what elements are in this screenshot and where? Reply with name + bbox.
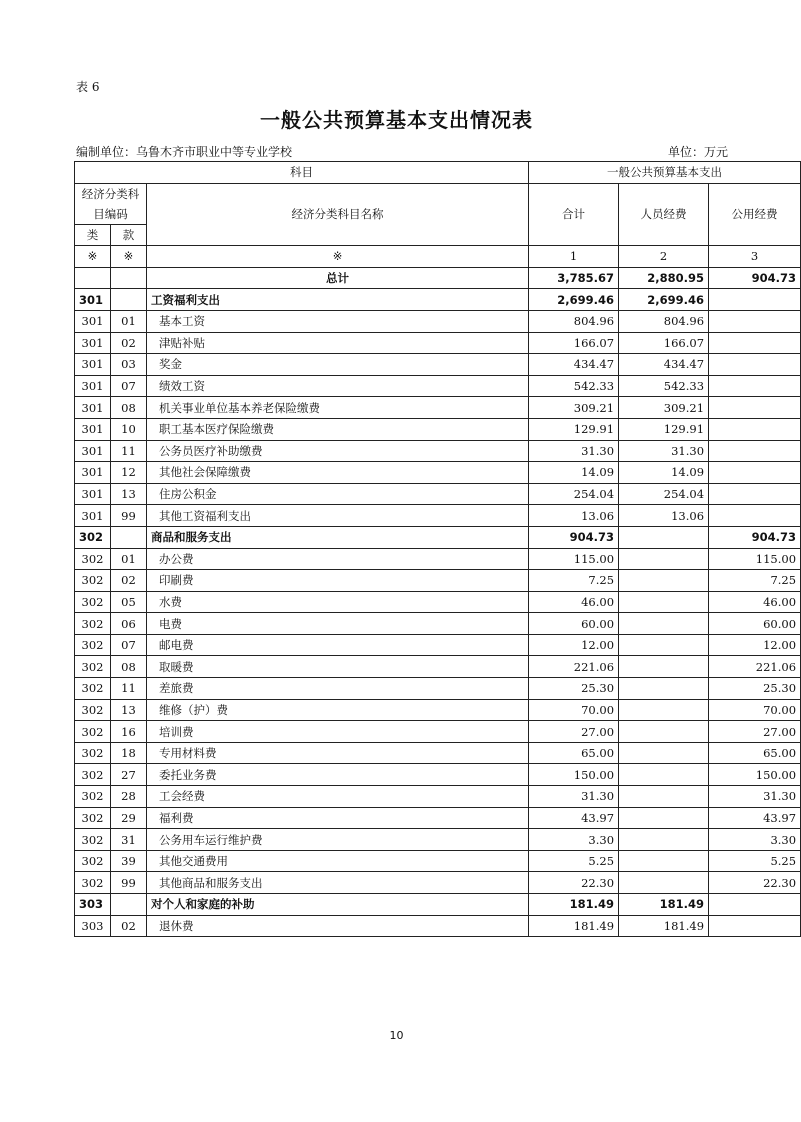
row-class-code: 301 — [75, 397, 111, 419]
row-subject-name: 其他交通费用 — [147, 850, 529, 872]
row-personnel: 129.91 — [619, 418, 709, 440]
table-row — [75, 505, 801, 527]
table-row — [75, 721, 801, 743]
row-item-code: 28 — [111, 786, 147, 808]
row-public: 150.00 — [709, 764, 801, 786]
row-class-code: 302 — [75, 613, 111, 635]
row-total: 115.00 — [529, 548, 619, 570]
row-item-code: 11 — [111, 440, 147, 462]
row-personnel — [619, 570, 709, 592]
row-total: 221.06 — [529, 656, 619, 678]
row-subject-name: 水费 — [147, 591, 529, 613]
row-item-code: 13 — [111, 699, 147, 721]
row-class-code: 302 — [75, 850, 111, 872]
row-subject-name: 其他工资福利支出 — [147, 505, 529, 527]
row-personnel — [619, 807, 709, 829]
row-subject-name: 基本工资 — [147, 310, 529, 332]
row-subject-name: 培训费 — [147, 721, 529, 743]
row-personnel — [619, 764, 709, 786]
row-class-code: 301 — [75, 332, 111, 354]
row-class-code: 301 — [75, 375, 111, 397]
row-subject-name: 公务员医疗补助缴费 — [147, 440, 529, 462]
row-item-code: 03 — [111, 354, 147, 376]
row-class-code: 301 — [75, 354, 111, 376]
row-total: 542.33 — [529, 375, 619, 397]
col-number-2: 2 — [619, 246, 709, 268]
table-row — [75, 699, 801, 721]
table-row — [75, 656, 801, 678]
table-label: 表 6 — [76, 80, 100, 94]
row-public: 31.30 — [709, 786, 801, 808]
row-item-code: 16 — [111, 721, 147, 743]
table-row — [75, 375, 801, 397]
row-public — [709, 418, 801, 440]
row-subject-name: 电费 — [147, 613, 529, 635]
table-row — [75, 289, 801, 311]
row-subject-name: 办公费 — [147, 548, 529, 570]
table-row — [75, 829, 801, 851]
row-class-code: 301 — [75, 418, 111, 440]
row-subject-name: 其他商品和服务支出 — [147, 872, 529, 894]
row-subject-name: 住房公积金 — [147, 483, 529, 505]
row-item-code — [111, 894, 147, 916]
table-row — [75, 634, 801, 656]
row-public — [709, 332, 801, 354]
table-row — [75, 591, 801, 613]
row-public — [709, 915, 801, 937]
row-total: 7.25 — [529, 570, 619, 592]
row-item-code — [111, 289, 147, 311]
row-personnel: 14.09 — [619, 462, 709, 484]
row-item-code: 99 — [111, 872, 147, 894]
compiler-unit: 编制单位：乌鲁木齐市职业中等专业学校 — [76, 145, 293, 159]
row-personnel: 181.49 — [619, 894, 709, 916]
row-item-code: 01 — [111, 310, 147, 332]
row-personnel: 13.06 — [619, 505, 709, 527]
row-subject-name: 印刷费 — [147, 570, 529, 592]
row-subject-name: 奖金 — [147, 354, 529, 376]
table-row — [75, 332, 801, 354]
row-personnel: 181.49 — [619, 915, 709, 937]
row-class-code: 302 — [75, 570, 111, 592]
header-total: 合计 — [529, 183, 619, 246]
row-item-code: 01 — [111, 548, 147, 570]
row-item-code: 06 — [111, 613, 147, 635]
row-public — [709, 310, 801, 332]
row-class-code: 302 — [75, 872, 111, 894]
row-total: 31.30 — [529, 440, 619, 462]
page-title: 一般公共预算基本支出情况表 — [260, 108, 533, 132]
row-subject-name: 其他社会保障缴费 — [147, 462, 529, 484]
row-item-code: 07 — [111, 375, 147, 397]
row-subject-name: 维修（护）费 — [147, 699, 529, 721]
row-personnel — [619, 548, 709, 570]
row-personnel: 254.04 — [619, 483, 709, 505]
row-total: 804.96 — [529, 310, 619, 332]
table-row — [75, 548, 801, 570]
row-subject-name: 对个人和家庭的补助 — [147, 894, 529, 916]
row-class-code: 302 — [75, 721, 111, 743]
row-total: 129.91 — [529, 418, 619, 440]
row-item-code: 11 — [111, 678, 147, 700]
row-personnel — [619, 850, 709, 872]
row-total: 14.09 — [529, 462, 619, 484]
row-total: 25.30 — [529, 678, 619, 700]
row-public: 43.97 — [709, 807, 801, 829]
table-row — [75, 354, 801, 376]
row-public: 221.06 — [709, 656, 801, 678]
table-row — [75, 397, 801, 419]
table-row — [75, 418, 801, 440]
header-item: 款 — [111, 224, 147, 246]
header-personnel: 人员经费 — [619, 183, 709, 246]
row-public: 25.30 — [709, 678, 801, 700]
row-total: 181.49 — [529, 915, 619, 937]
row-personnel — [619, 742, 709, 764]
row-class-code: 301 — [75, 440, 111, 462]
row-public: 27.00 — [709, 721, 801, 743]
row-public: 7.25 — [709, 570, 801, 592]
table-row — [75, 894, 801, 916]
row-personnel — [619, 613, 709, 635]
row-class-code: 301 — [75, 289, 111, 311]
row-class-code: 302 — [75, 829, 111, 851]
row-item-code: 10 — [111, 418, 147, 440]
table-row — [75, 570, 801, 592]
row-total: 166.07 — [529, 332, 619, 354]
row-item-code: 02 — [111, 332, 147, 354]
row-personnel — [619, 699, 709, 721]
row-public: 904.73 — [709, 526, 801, 548]
row-public — [709, 894, 801, 916]
row-class-code: 303 — [75, 894, 111, 916]
header-subject: 科目 — [75, 162, 529, 184]
row-class-code: 302 — [75, 742, 111, 764]
row-item-code — [111, 526, 147, 548]
row-subject-name: 公务用车运行维护费 — [147, 829, 529, 851]
row-class-code: 302 — [75, 678, 111, 700]
table-row — [75, 613, 801, 635]
row-total: 27.00 — [529, 721, 619, 743]
row-public: 3.30 — [709, 829, 801, 851]
row-public — [709, 462, 801, 484]
total-total: 3,785.67 — [529, 267, 619, 289]
total-public: 904.73 — [709, 267, 801, 289]
row-class-code: 301 — [75, 462, 111, 484]
header-expenditure: 一般公共预算基本支出 — [529, 162, 801, 184]
row-total: 31.30 — [529, 786, 619, 808]
row-personnel: 804.96 — [619, 310, 709, 332]
header-code-group: 经济分类科目编码 — [75, 183, 147, 224]
row-public: 12.00 — [709, 634, 801, 656]
table-row — [75, 872, 801, 894]
total-label: 总计 — [147, 267, 529, 289]
header-public: 公用经费 — [709, 183, 801, 246]
col-number-3: 3 — [709, 246, 801, 268]
row-item-code: 05 — [111, 591, 147, 613]
row-public: 115.00 — [709, 548, 801, 570]
row-item-code: 02 — [111, 570, 147, 592]
row-item-code: 27 — [111, 764, 147, 786]
row-total: 904.73 — [529, 526, 619, 548]
row-item-code: 13 — [111, 483, 147, 505]
row-total: 254.04 — [529, 483, 619, 505]
row-subject-name: 福利费 — [147, 807, 529, 829]
row-subject-name: 绩效工资 — [147, 375, 529, 397]
row-personnel — [619, 829, 709, 851]
row-personnel: 166.07 — [619, 332, 709, 354]
row-total: 60.00 — [529, 613, 619, 635]
row-personnel — [619, 721, 709, 743]
row-subject-name: 退休费 — [147, 915, 529, 937]
row-subject-name: 邮电费 — [147, 634, 529, 656]
row-personnel: 434.47 — [619, 354, 709, 376]
col-number-1: 1 — [529, 246, 619, 268]
row-total: 12.00 — [529, 634, 619, 656]
row-public: 5.25 — [709, 850, 801, 872]
row-item-code: 31 — [111, 829, 147, 851]
row-item-code: 02 — [111, 915, 147, 937]
row-subject-name: 职工基本医疗保险缴费 — [147, 418, 529, 440]
table-row — [75, 483, 801, 505]
row-total: 70.00 — [529, 699, 619, 721]
row-total: 65.00 — [529, 742, 619, 764]
row-item-code: 12 — [111, 462, 147, 484]
row-item-code: 08 — [111, 656, 147, 678]
row-class-code: 301 — [75, 310, 111, 332]
table-row — [75, 850, 801, 872]
row-personnel — [619, 786, 709, 808]
row-personnel — [619, 591, 709, 613]
row-subject-name: 工会经费 — [147, 786, 529, 808]
row-public — [709, 375, 801, 397]
currency-unit: 单位：万元 — [667, 145, 728, 159]
header-name: 经济分类科目名称 — [147, 183, 529, 246]
row-item-code: 39 — [111, 850, 147, 872]
row-subject-name: 机关事业单位基本养老保险缴费 — [147, 397, 529, 419]
table-row — [75, 440, 801, 462]
row-total: 181.49 — [529, 894, 619, 916]
row-subject-name: 工资福利支出 — [147, 289, 529, 311]
row-public — [709, 483, 801, 505]
table-row — [75, 742, 801, 764]
table-row — [75, 915, 801, 937]
row-public: 22.30 — [709, 872, 801, 894]
row-personnel: 542.33 — [619, 375, 709, 397]
table-row — [75, 786, 801, 808]
row-class-code: 302 — [75, 526, 111, 548]
row-personnel: 2,699.46 — [619, 289, 709, 311]
row-personnel — [619, 678, 709, 700]
row-public: 65.00 — [709, 742, 801, 764]
row-subject-name: 委托业务费 — [147, 764, 529, 786]
row-subject-name: 商品和服务支出 — [147, 526, 529, 548]
row-total: 43.97 — [529, 807, 619, 829]
row-item-code: 07 — [111, 634, 147, 656]
row-item-code: 08 — [111, 397, 147, 419]
row-total: 309.21 — [529, 397, 619, 419]
row-class-code: 302 — [75, 656, 111, 678]
row-item-code: 99 — [111, 505, 147, 527]
row-class-code: 302 — [75, 699, 111, 721]
row-total: 46.00 — [529, 591, 619, 613]
row-personnel — [619, 526, 709, 548]
row-personnel — [619, 634, 709, 656]
row-class-code: 303 — [75, 915, 111, 937]
row-class-code: 302 — [75, 591, 111, 613]
mark-class: ※ — [75, 246, 111, 268]
total-personnel: 2,880.95 — [619, 267, 709, 289]
row-class-code: 302 — [75, 807, 111, 829]
row-subject-name: 专用材料费 — [147, 742, 529, 764]
row-personnel — [619, 656, 709, 678]
mark-name: ※ — [147, 246, 529, 268]
header-row-1 — [75, 162, 801, 184]
row-public — [709, 505, 801, 527]
table-row — [75, 807, 801, 829]
total-row — [75, 267, 801, 289]
row-personnel: 31.30 — [619, 440, 709, 462]
row-class-code: 302 — [75, 634, 111, 656]
table-row — [75, 462, 801, 484]
row-public — [709, 289, 801, 311]
row-personnel — [619, 872, 709, 894]
row-class-code: 301 — [75, 505, 111, 527]
table-row — [75, 310, 801, 332]
row-class-code: 302 — [75, 786, 111, 808]
row-public — [709, 354, 801, 376]
table-row — [75, 526, 801, 548]
table-row — [75, 678, 801, 700]
row-total: 5.25 — [529, 850, 619, 872]
row-subject-name: 取暖费 — [147, 656, 529, 678]
row-class-code: 302 — [75, 764, 111, 786]
row-total: 2,699.46 — [529, 289, 619, 311]
budget-table — [74, 161, 801, 937]
row-subject-name: 津贴补贴 — [147, 332, 529, 354]
row-personnel: 309.21 — [619, 397, 709, 419]
row-public — [709, 440, 801, 462]
table-row — [75, 764, 801, 786]
row-item-code: 18 — [111, 742, 147, 764]
row-public — [709, 397, 801, 419]
row-item-code: 29 — [111, 807, 147, 829]
row-public: 60.00 — [709, 613, 801, 635]
row-total: 13.06 — [529, 505, 619, 527]
row-subject-name: 差旅费 — [147, 678, 529, 700]
header-row-5 — [75, 246, 801, 268]
row-total: 150.00 — [529, 764, 619, 786]
row-total: 3.30 — [529, 829, 619, 851]
page-number: 10 — [389, 1029, 404, 1042]
mark-item: ※ — [111, 246, 147, 268]
header-class: 类 — [75, 224, 111, 246]
row-public: 70.00 — [709, 699, 801, 721]
row-total: 434.47 — [529, 354, 619, 376]
row-public: 46.00 — [709, 591, 801, 613]
row-class-code: 302 — [75, 548, 111, 570]
row-total: 22.30 — [529, 872, 619, 894]
row-class-code: 301 — [75, 483, 111, 505]
